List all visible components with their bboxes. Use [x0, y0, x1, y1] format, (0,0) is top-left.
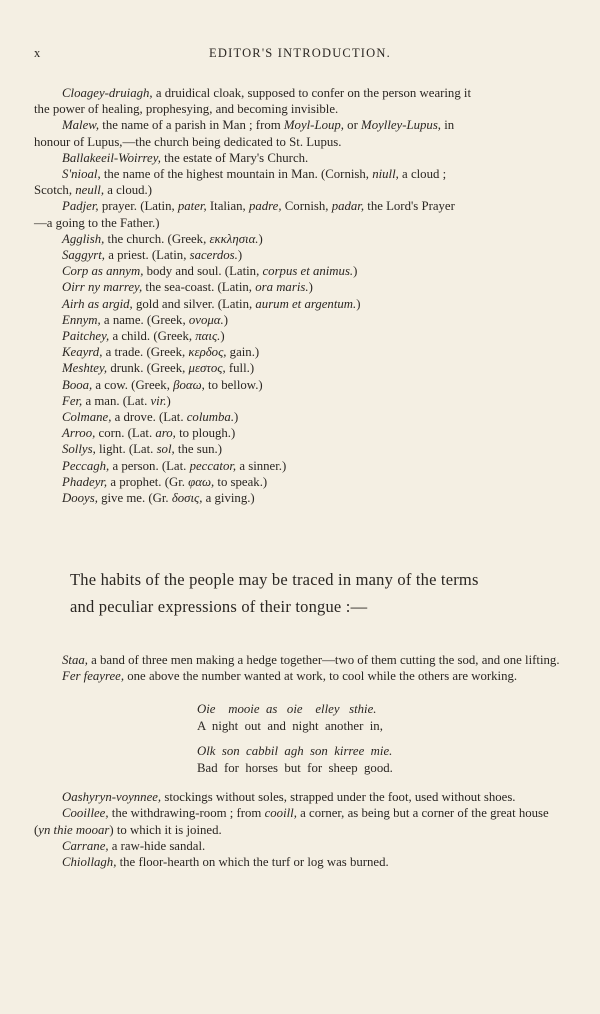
entry-fer-feayree: Fer feayree, one above the number wanted at work, to cool while the others are working. [62, 669, 518, 684]
entry-carrane: Carrane, a raw-hide sandal. [62, 839, 206, 854]
vocab-line: Paitchey, a child. (Greek, παις.) [62, 329, 225, 344]
vocab-line: Colmane, a drove. (Lat. columba.) [62, 410, 239, 425]
vocab-line: Corp as annym, body and soul. (Latin, corpus et animus.) [62, 264, 358, 279]
vocab-line: Agglish, the church. (Greek, εκκλησια.) [62, 231, 263, 246]
vocab-line: Ballakeeil-Woirrey, the estate of Mary's Church. [62, 150, 309, 165]
intro-paragraph [70, 566, 560, 620]
intro-line-2: and peculiar expressions of their tongue :— [70, 597, 368, 616]
vocab-line: honour of Lupus,—the church being dedicated to St. Lupus. [34, 134, 342, 149]
vocab-line: Fer, a man. (Lat. vir.) [62, 393, 171, 408]
vocab-line: Oirr ny marrey, the sea-coast. (Latin, ora maris.) [62, 280, 313, 295]
expressions-list [34, 652, 560, 871]
vocab-line: Ennym, a name. (Greek, ονομα.) [62, 312, 228, 327]
vocab-line: Sollys, light. (Lat. sol, the sun.) [62, 442, 222, 457]
verse-line-1: Oie mooie as oie elley sthie. [197, 701, 377, 716]
vocab-line: Airh as argid, gold and silver. (Latin, aurum et argentum.) [62, 296, 361, 311]
running-title: EDITOR'S INTRODUCTION. [209, 46, 391, 60]
proverb-verse [34, 701, 560, 777]
vocab-line: Peccagh, a person. (Lat. peccator, a sinner.) [62, 458, 287, 473]
vocab-line: the power of healing, prophesying, and becoming invisible. [34, 102, 339, 117]
entry-staa: Staa, a band of three men making a hedge together—two of them cutting the sod, and one lifting. [62, 653, 560, 667]
verse-line-4: Bad for horses but for sheep good. [197, 760, 393, 775]
vocab-line: Scotch, neull, a cloud.) [34, 183, 153, 198]
entry-cooillee: Cooillee, the withdrawing-room ; from cooill, a corner, as being but a corner of the great house (yn thie mooar) to which it is joined. [34, 806, 549, 837]
vocab-line: Meshtey, drunk. (Greek, μεστος, full.) [62, 361, 255, 376]
vocabulary-list [34, 85, 542, 506]
entry-oashyryn-voynnee: Oashyryn-voynnee, stockings without soles, strapped under the foot, used without shoes. [62, 789, 516, 804]
vocab-line: Keayrd, a trade. (Greek, κερδος, gain.) [62, 345, 260, 360]
vocab-line: S'nioal, the name of the highest mountain in Man. (Cornish, niull, a cloud ; [62, 167, 447, 182]
vocab-line: Phadeyr, a prophet. (Gr. φαω, to speak.) [62, 474, 268, 489]
vocab-line: —a going to the Father.) [34, 215, 160, 230]
vocab-line: Cloagey-druiagh, a druidical cloak, supposed to confer on the person wearing it [62, 86, 472, 100]
entry-chiollagh: Chiollagh, the floor-hearth on which the turf or log was burned. [62, 855, 389, 870]
verse-line-3: Olk son cabbil agh son kirree mie. [197, 743, 393, 758]
vocab-line: Padjer, prayer. (Latin, pater, Italian, padre, Cornish, padar, the Lord's Prayer [62, 199, 455, 214]
vocab-line: Dooys, give me. (Gr. δοσις, a giving.) [62, 491, 255, 506]
vocab-line: Saggyrt, a priest. (Latin, sacerdos.) [62, 248, 243, 263]
vocab-line: Malew, the name of a parish in Man ; from Moyl-Loup, or Moylley-Lupus, in [62, 118, 455, 133]
page-header [34, 46, 566, 62]
intro-line-1: The habits of the people may be traced in many of the terms [70, 570, 479, 589]
vocab-line: Booa, a cow. (Greek, βοαω, to bellow.) [62, 377, 263, 392]
page-number: x [34, 46, 42, 60]
verse-line-2: A night out and night another in, [197, 718, 383, 733]
vocab-line: Arroo, corn. (Lat. aro, to plough.) [62, 426, 236, 441]
